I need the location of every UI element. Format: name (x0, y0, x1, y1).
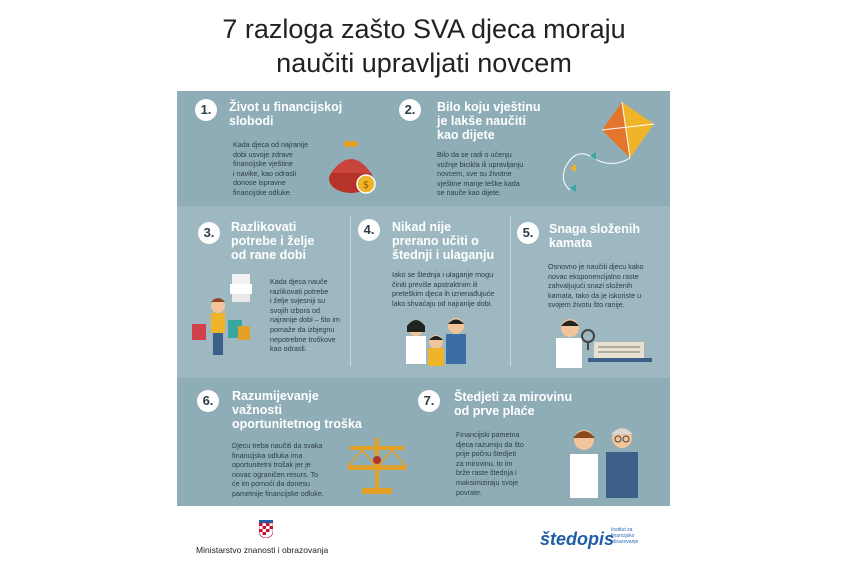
reason-5-text: Osnovno je naučiti djecu kako novac eksponencijalno raste zahvaljujući snazi složenih kamata, tako da je iskoriste u svojem životu što ranije. (548, 262, 644, 310)
reason-1-text: Kada djeca od najranije dobi usvoje zdrave financijske vještine i navike, kao odrasli donose ispravne financijske odluke. (233, 140, 309, 197)
reason-6-text: Djecu treba naučiti da svaka financijska odluka ima oportunitetni trošak jer je novac ograničen resurs. To će im pomoći da donesu pametnije financijske odluke. (232, 441, 324, 498)
croatian-coat-of-arms-icon (259, 520, 273, 538)
reason-3-heading: Razlikovati potrebe i želje od rane dobi (231, 220, 315, 262)
reason-5-number: 5. (517, 222, 539, 244)
reason-3-number: 3. (198, 222, 220, 244)
ministry-label: Ministarstvo znanosti i obrazovanja (196, 545, 329, 555)
svg-text:$: $ (362, 180, 370, 191)
page-title-line-1: 7 razloga zašto SVA djeca moraju (222, 14, 626, 44)
elderly-couple-illustration (560, 418, 650, 500)
kite-icon (550, 98, 660, 198)
reason-4-heading: Nikad nije prerano učiti o štednji i ulaganju (392, 220, 495, 262)
purse-icon (326, 135, 380, 197)
reason-2-heading: Bilo koju vještinu je lakše naučiti kao dijete (437, 100, 541, 142)
reason-7-text: Financijski pametna djeca razumiju da što prije počnu štedjeti za mirovinu, to im brže raste štednja i maksimiziraju svoje povrate. (456, 430, 524, 497)
reason-6-heading: Razumijevanje važnosti oportunitetnog troška (232, 389, 362, 431)
family-illustration (398, 312, 498, 372)
reason-3-text: Kada djeca nauče razlikovati potrebe i želje svjesniji su svojih izbora od najranije dobi – što im pomaže da izbjegnu nepotrebne troškove kao odrasli. (270, 277, 340, 354)
brand-subtitle: Institut za financijsko obrazovanje (611, 527, 639, 545)
reason-7-heading: Štedjeti za mirovinu od prve plaće (454, 390, 573, 418)
reason-7-number: 7. (418, 390, 440, 412)
brand-logo: štedopis (540, 529, 615, 549)
reason-1-heading: Život u financijskoj slobodi (229, 100, 343, 128)
reason-5-heading: Snaga složenih kamata (549, 222, 640, 250)
reason-1-number: 1. (195, 99, 217, 121)
balance-scale-icon (344, 432, 410, 498)
divider (510, 216, 511, 366)
page-title-line-2: naučiti upravljati novcem (276, 48, 572, 78)
reason-2-text: Bilo da se radi o učenju vožnje bicikla ili upravljanju novcem, sve su životne vještine manje teške kada se nauče kao dijete. (437, 150, 524, 198)
reason-2-number: 2. (399, 99, 421, 121)
reading-person-illustration (548, 312, 656, 370)
reason-4-text: Iako se štednja i ulaganje mogu činiti previše apstraktnim ili pretеškim djeca ih iznenađujuće lako shvaćaju od najranije dobi. (392, 270, 495, 308)
reason-6-number: 6. (197, 390, 219, 412)
divider (350, 216, 351, 366)
shopping-girl-illustration (188, 268, 258, 364)
reason-4-number: 4. (358, 219, 380, 241)
